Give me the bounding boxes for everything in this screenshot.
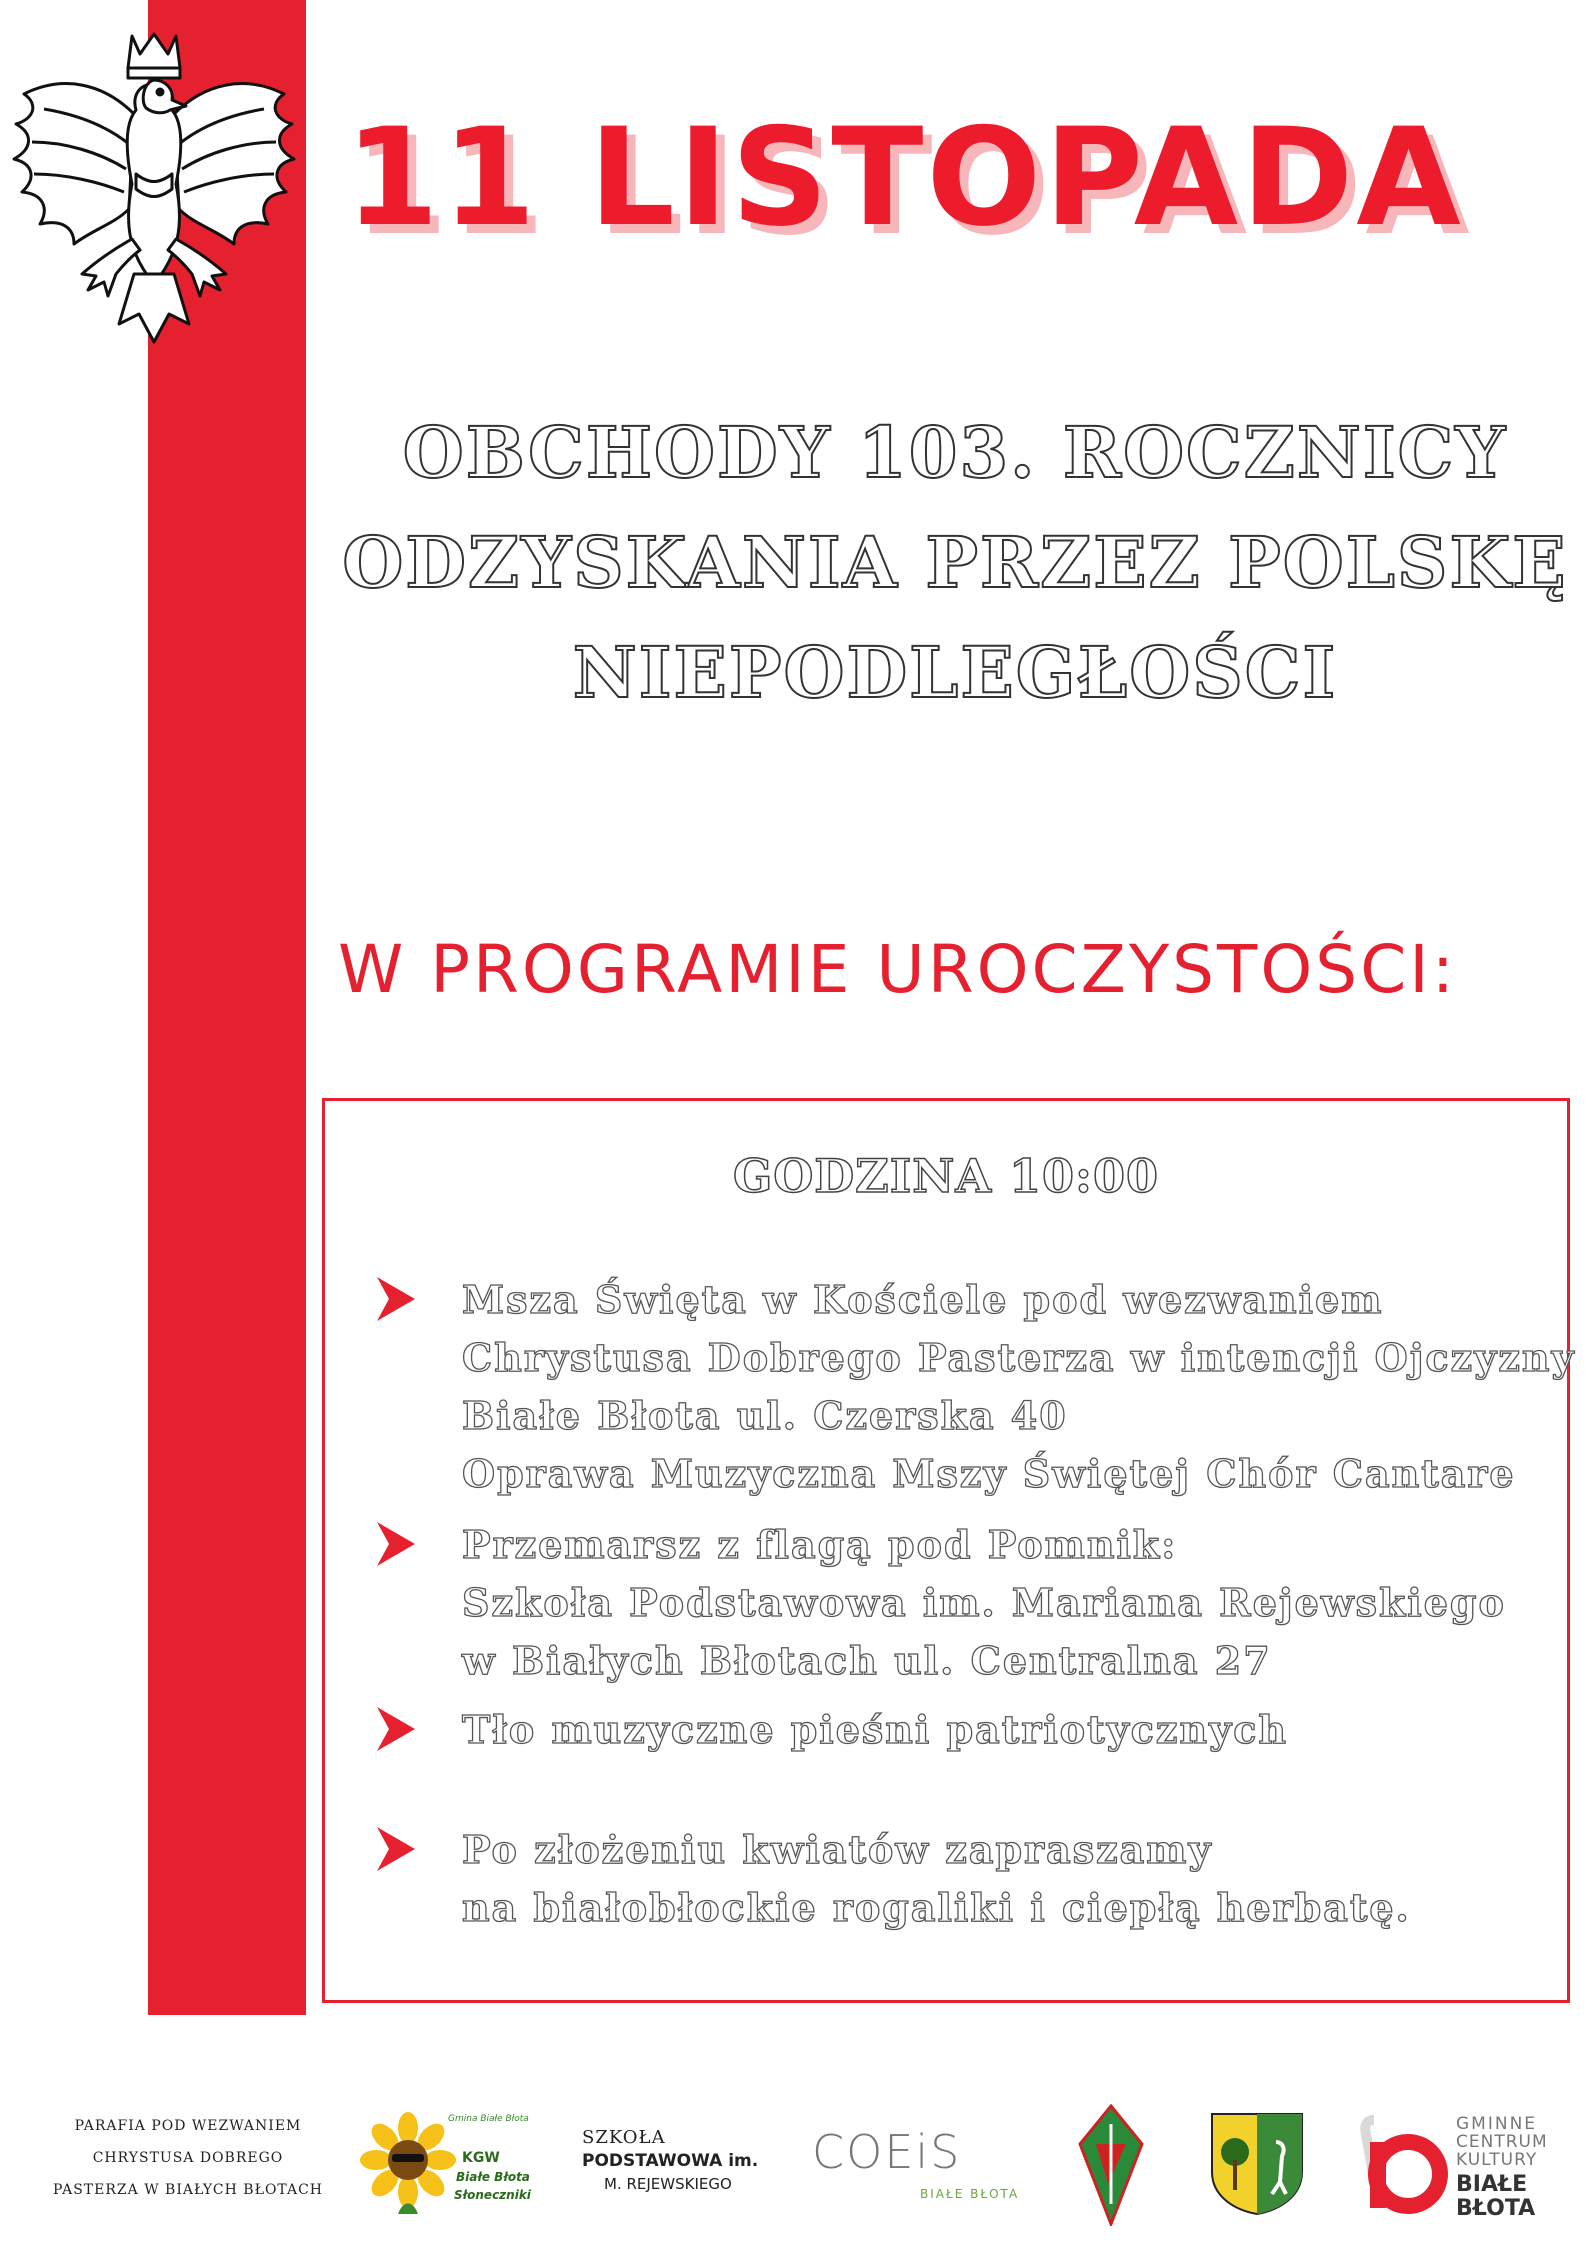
subtitle-line: ODZYSKANIA PRZEZ POLSKĘ <box>342 521 1568 604</box>
subtitle <box>330 398 1580 728</box>
arrow-bullet-icon <box>377 1827 415 1871</box>
program-time: GODZINA 10:00 <box>732 1149 1160 1203</box>
arrow-bullet-icon <box>377 1707 415 1751</box>
sunflower-icon <box>358 2110 458 2220</box>
gck-logo <box>1360 2100 1560 2230</box>
white-eagle-emblem-icon <box>4 24 304 354</box>
program-item-line: Msza Święta w Kościele pod wezwaniem <box>462 1277 1384 1322</box>
program-item-line: Chrystusa Dobrego Pasterza w intencji Ojczyzny <box>462 1335 1576 1380</box>
school-line2: PODSTAWOWA im. <box>582 2151 759 2171</box>
program-item-line: Tło muzyczne pieśni patriotycznych <box>462 1707 1288 1752</box>
page-title: 11 LISTOPADA <box>345 99 1464 256</box>
kgw-line1: KGW <box>462 2150 500 2166</box>
coat-of-arms-icon <box>1210 2112 1304 2216</box>
program-item-line: Przemarsz z flagą pod Pomnik: <box>462 1522 1178 1567</box>
coeis-sub: BIAŁE BŁOTA <box>920 2187 1020 2201</box>
program-item-line: Po złożeniu kwiatów zapraszamy <box>462 1827 1213 1872</box>
gck-b-letter-icon <box>1360 2112 1452 2216</box>
gck-line5: BŁOTA <box>1456 2196 1536 2221</box>
subtitle-line: OBCHODY 103. ROCZNICY <box>402 411 1508 494</box>
school-line3: M. REJEWSKIEGO <box>604 2175 732 2193</box>
program-item-line: Białe Błota ul. Czerska 40 <box>462 1393 1068 1438</box>
gck-line2: CENTRUM <box>1456 2132 1548 2152</box>
parish-label <box>38 2110 338 2206</box>
kgw-logo <box>358 2110 548 2220</box>
program-heading: W PROGRAMIE UROCZYSTOŚCI: <box>338 931 1457 1008</box>
kgw-line3: Słoneczniki <box>454 2188 531 2202</box>
gck-line3: KULTURY <box>1456 2150 1538 2170</box>
gck-line1: GMINNE <box>1456 2114 1538 2134</box>
gck-line4: BIAŁE <box>1456 2172 1528 2197</box>
school-line1: SZKOŁA <box>582 2127 666 2148</box>
program-box <box>322 1098 1576 2003</box>
program-item-line: Szkoła Podstawowa im. Mariana Rejewskiego <box>462 1580 1506 1625</box>
program-item-line: na białobłockie rogaliki i ciepłą herbatę. <box>462 1885 1411 1930</box>
program-item-line: w Białych Błotach ul. Centralna 27 <box>462 1638 1272 1683</box>
arrow-bullet-icon <box>377 1277 415 1321</box>
school-logo <box>574 2125 774 2215</box>
parish-line: PASTERZA W BIAŁYCH BŁOTACH <box>52 2182 324 2198</box>
scout-emblem-icon <box>1078 2104 1144 2226</box>
program-item-line: Oprawa Muzyczna Mszy Świętej Chór Cantare <box>462 1451 1516 1496</box>
subtitle-line: NIEPODLEGŁOŚCI <box>572 631 1338 714</box>
kgw-line2: Białe Błota <box>456 2170 530 2184</box>
parish-line: CHRYSTUSA DOBREGO <box>92 2150 284 2166</box>
coeis-logo <box>812 2125 1022 2215</box>
arrow-bullet-icon <box>377 1522 415 1566</box>
kgw-gmina: Gmina Białe Błota <box>448 2114 529 2124</box>
parish-line: PARAFIA POD WEZWANIEM <box>74 2118 302 2134</box>
footer-logos <box>0 2080 1587 2245</box>
coeis-name: COEiS <box>812 2125 962 2179</box>
